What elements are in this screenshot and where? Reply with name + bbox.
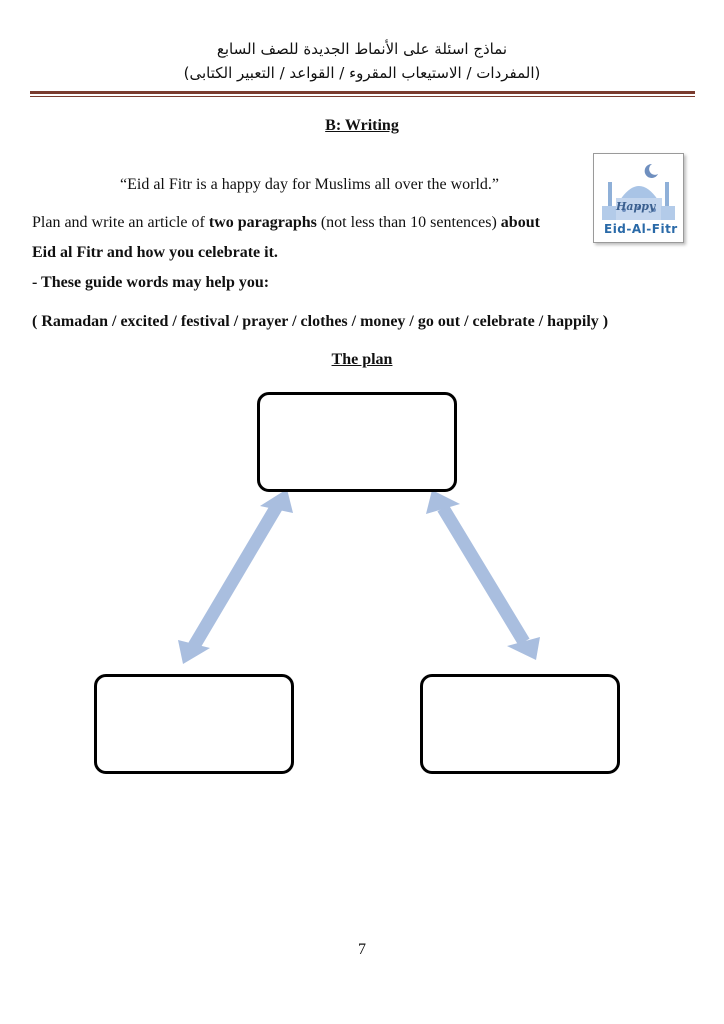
header-arabic-subtitle: (المفردات / الاستيعاب المقروء / القواعد / التعبير الكتابى) xyxy=(183,64,541,82)
arrow-left-shaft xyxy=(194,506,277,646)
instruction-part-4: about xyxy=(500,214,540,231)
instruction-line-2: Eid al Fitr and how you celebrate it. xyxy=(32,244,278,261)
logo-eid-text: Eid-Al-Fitr xyxy=(604,222,678,236)
logo-happy-text: Happy xyxy=(616,200,656,213)
arrow-right-shaft xyxy=(443,508,524,642)
instruction-line-3: - These guide words may help you: xyxy=(32,274,270,291)
page-number: 7 xyxy=(358,941,366,958)
instruction-part-3: (not less than 10 sentences) xyxy=(316,214,501,231)
header-arabic-title: نماذج اسئلة على الأنماط الجديدة للصف السابع xyxy=(216,40,508,58)
quote-text: “Eid al Fitr is a happy day for Muslims all over the world.” xyxy=(120,176,500,193)
instruction-part-1: Plan and write an article of xyxy=(32,214,209,231)
plan-box-right[interactable] xyxy=(420,674,620,774)
plan-title: The plan xyxy=(331,351,393,368)
plan-box-left[interactable] xyxy=(94,674,294,774)
plan-box-top[interactable] xyxy=(257,392,457,492)
instruction-part-2: two paragraphs xyxy=(208,214,317,231)
guide-words: ( Ramadan / excited / festival / prayer / clothes / money / go out / celebrate / happily ) xyxy=(32,313,609,330)
arrow-left-head-top xyxy=(260,489,293,513)
section-title: B: Writing xyxy=(325,117,399,134)
